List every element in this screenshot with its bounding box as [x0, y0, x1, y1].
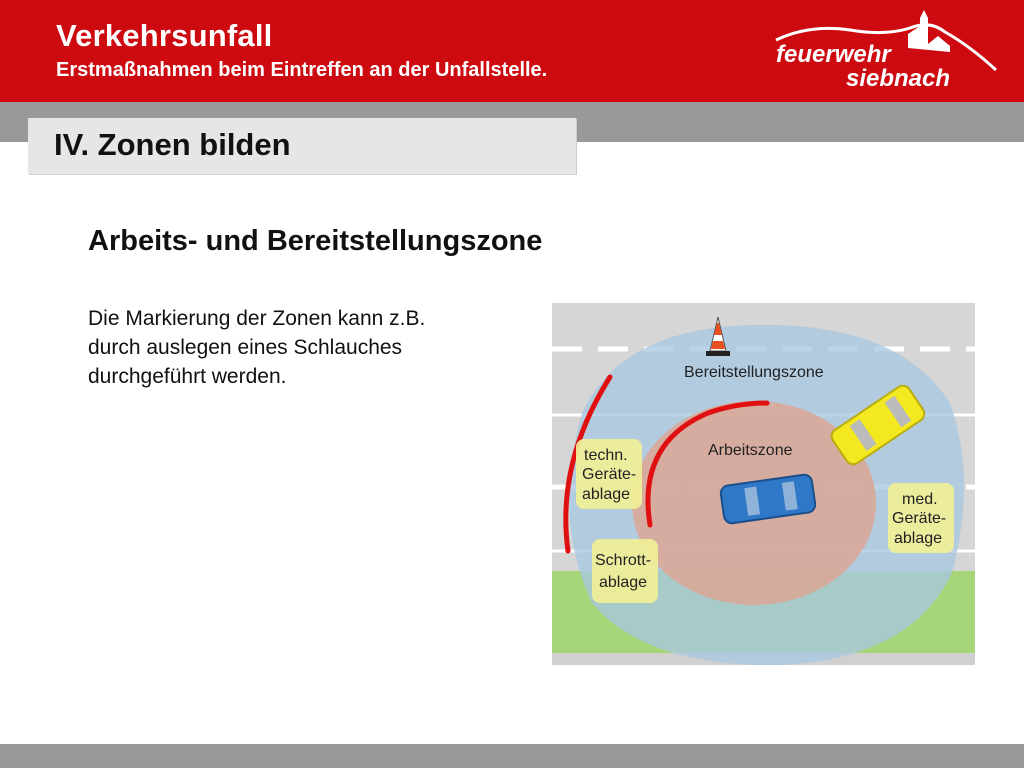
- paragraph-line: durch auslegen eines Schlauches: [88, 336, 403, 359]
- tool-area-box: [576, 439, 642, 509]
- outer-zone-label: Bereitstellungszone: [684, 364, 824, 381]
- content-heading: Arbeits- und Bereitstellungszone: [88, 225, 543, 257]
- content-paragraph: [88, 304, 528, 391]
- logo-text-line2: siebnach: [846, 65, 951, 92]
- scrap-area-label: Schrott-: [595, 552, 652, 569]
- section-title-box: [28, 118, 576, 174]
- tool-area-label: ablage: [582, 486, 631, 503]
- scrap-area-box: [592, 539, 658, 603]
- tool-area-label: techn.: [584, 447, 628, 464]
- logo-text-line1: feuerwehr: [776, 41, 891, 68]
- zone-diagram: [552, 303, 975, 665]
- tool-area-label: Geräte-: [582, 466, 637, 483]
- footer-bar: [0, 744, 1024, 768]
- paragraph-line: durchgeführt werden.: [88, 365, 287, 388]
- header-bar: [0, 0, 1024, 102]
- med-area-label: ablage: [894, 530, 943, 547]
- paragraph-line: Die Markierung der Zonen kann z.B.: [88, 307, 426, 330]
- med-area-label: Geräte-: [892, 510, 947, 527]
- inner-zone-label: Arbeitszone: [708, 442, 793, 459]
- header-subtitle: Erstmaßnahmen beim Eintreffen an der Unfallstelle.: [56, 59, 548, 81]
- med-area-label: med.: [902, 491, 938, 508]
- section-title: IV. Zonen bilden: [54, 127, 291, 162]
- scrap-area-label: ablage: [599, 574, 648, 591]
- med-area-box: [888, 483, 954, 553]
- header-title: Verkehrsunfall: [56, 18, 273, 53]
- feuerwehr-logo: [770, 6, 1000, 98]
